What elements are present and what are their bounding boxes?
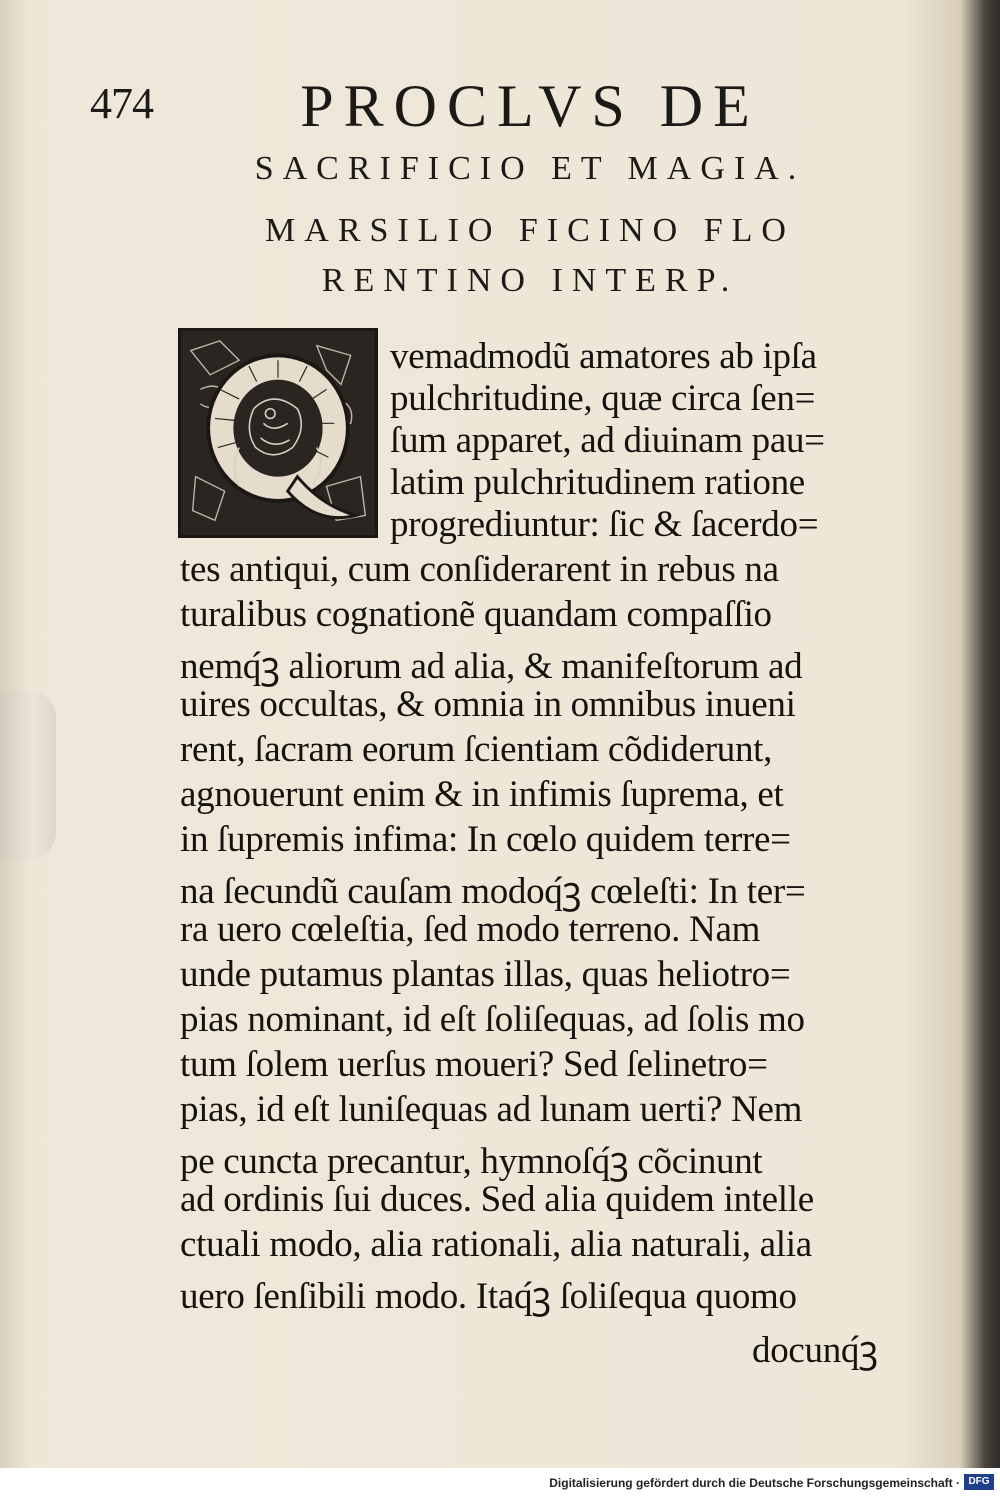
text-line-14: ra uero cœleſtia, ſed modo terreno. Nam	[180, 909, 761, 950]
text-line-15: unde putamus plantas illas, quas heliotro=	[180, 954, 791, 995]
text-line-16: pias nominant, id eſt ſoliſequas, ad ſolis mo	[180, 999, 805, 1040]
text-line-22: uero ſenſibili modo. Itaq́ꝫ ſoliſequa quomo	[180, 1276, 797, 1317]
text-line-13: na ſecundũ cauſam modoq́ꝫ cœleſti: In ter=	[180, 871, 806, 912]
text-line-8: nemq́ꝫ aliorum ad alia, & manifeſtorum ad	[180, 646, 803, 687]
dfg-logo[interactable]: DFG	[964, 1474, 994, 1490]
text-line-5: progrediuntur: ſic & ſacerdo=	[390, 504, 819, 545]
decorated-initial-q	[178, 328, 378, 538]
text-line-7: turalibus cognationẽ quandam compaſſio	[180, 594, 772, 635]
text-line-21: ctuali modo, alia rationali, alia naturali, alia	[180, 1224, 812, 1265]
text-line-6: tes antiqui, cum conſiderarent in rebus na	[180, 549, 779, 590]
woodcut-initial-image	[181, 331, 375, 535]
sub-title: SACRIFICIO ET MAGIA.	[254, 150, 806, 187]
text-line-1: vemadmodũ amatores ab ipſa	[390, 336, 817, 377]
translator-line-2: RENTINO INTERP.	[321, 262, 739, 299]
text-line-11: agnouerunt enim & in infimis ſuprema, et	[180, 774, 784, 815]
digitization-credit: Digitalisierung gefördert durch die Deutsche Forschungsgemeinschaft ·	[549, 1476, 960, 1490]
translator-line-1: MARSILIO FICINO FLO	[265, 212, 795, 249]
text-line-9: uires occultas, & omnia in omnibus inueni	[180, 684, 796, 725]
catchword: docunq́ꝫ	[752, 1330, 878, 1371]
text-line-18: pias, id eſt luniſequas ad lunam uerti? Nem	[180, 1089, 803, 1130]
running-title: PROCLVS DE	[300, 73, 760, 139]
text-line-19: pe cuncta precantur, hymnoſq́ꝫ cõcinunt	[180, 1141, 763, 1182]
text-line-4: latim pulchritudinem ratione	[390, 462, 805, 503]
page-clip-shadow	[0, 690, 56, 860]
text-line-2: pulchritudine, quæ circa ſen=	[390, 378, 816, 419]
text-line-12: in ſupremis infima: In cœlo quidem terre=	[180, 819, 791, 860]
text-line-3: ſum apparet, ad diuinam pau=	[390, 420, 825, 461]
text-line-20: ad ordinis ſui duces. Sed alia quidem intelle	[180, 1179, 814, 1220]
page-number: 474	[90, 79, 153, 128]
text-line-17: tum ſolem uerſus moueri? Sed ſelinetro=	[180, 1044, 768, 1085]
text-line-10: rent, ſacram eorum ſcientiam cõdiderunt,	[180, 729, 773, 770]
